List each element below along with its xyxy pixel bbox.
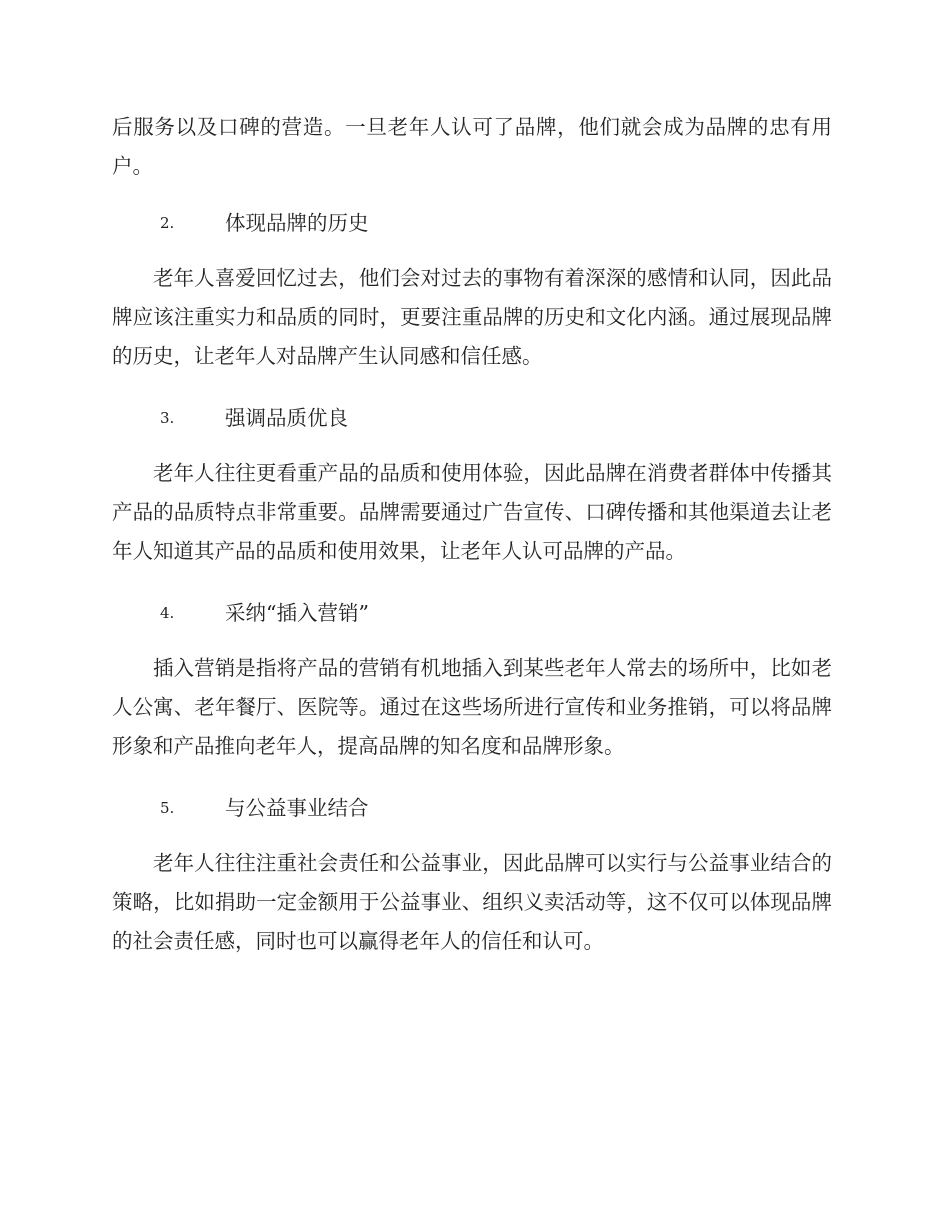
section-body-4: 插入营销是指将产品的营销有机地插入到某些老年人常去的场所中，比如老人公寓、老年餐厅、医院等。通过在这些场所进行宣传和业务推销，可以将品牌形象和产品推向老年人，提高品牌的知名度和品牌形象。 [112, 656, 832, 758]
section-body-3: 老年人往往更看重产品的品质和使用体验，因此品牌在消费者群体中传播其产品的品质特点非常重要。品牌需要通过广告宣传、口碑传播和其他渠道去让老年人知道其产品的品质和使用效果，让老年人认可品牌的产品。 [112, 461, 832, 563]
section-number: 5. [160, 799, 175, 817]
section-body-2: 老年人喜爱回忆过去，他们会对过去的事物有着深深的感情和认同，因此品牌应该注重实力和品质的同时，更要注重品牌的历史和文化内涵。通过展现品牌的历史，让老年人对品牌产生认同感和信任感。 [112, 266, 832, 368]
section-body-5: 老年人往往注重社会责任和公益事业，因此品牌可以实行与公益事业结合的策略，比如捐助一定金额用于公益事业、组织义卖活动等，这不仅可以体现品牌的社会责任感，同时也可以赢得老年人的信任和认可。 [112, 851, 832, 953]
section-title: 强调品质优良 [225, 406, 348, 430]
section-title: 与公益事业结合 [225, 796, 369, 820]
section-number: 2. [160, 214, 175, 232]
intro-paragraph: 后服务以及口碑的营造。一旦老年人认可了品牌，他们就会成为品牌的忠有用户。 [112, 115, 832, 178]
section-title: 体现品牌的历史 [225, 211, 369, 235]
section-title: 采纳“插入营销” [225, 601, 369, 625]
section-number: 3. [160, 409, 175, 427]
section-number: 4. [160, 604, 175, 622]
